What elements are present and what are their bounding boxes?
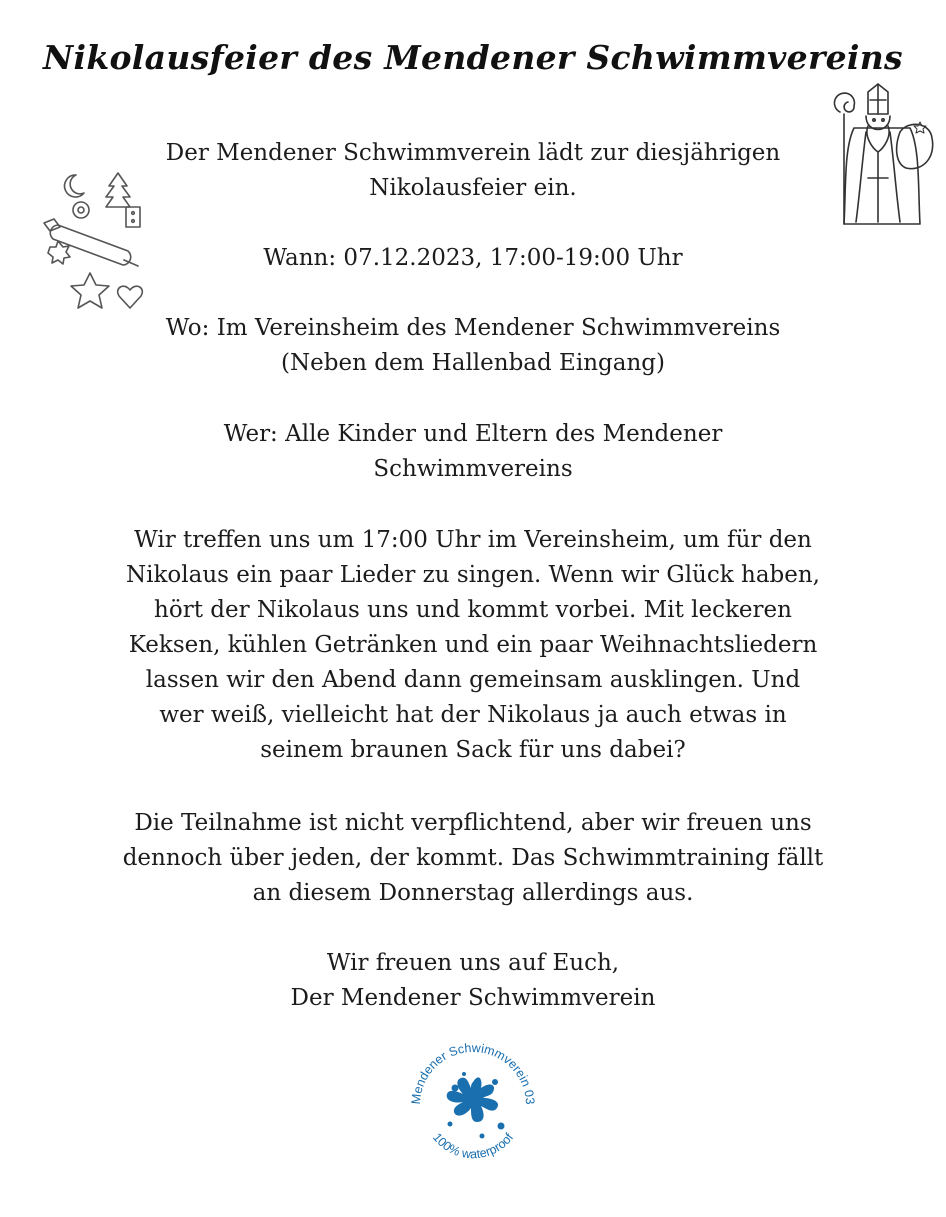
audience-paragraph: [100, 417, 846, 487]
notice-paragraph: [100, 806, 846, 911]
details-line: wer weiß, vielleicht hat der Nikolaus ja auch etwas in: [159, 702, 787, 728]
location-paragraph: [100, 311, 846, 381]
page-title: Nikolausfeier des Mendener Schwimmvereins: [43, 38, 903, 77]
details-line: hört der Nikolaus uns und kommt vorbei. Mit leckeren: [154, 597, 792, 623]
notice-line: dennoch über jeden, der kommt. Das Schwimmtraining fällt: [122, 845, 824, 871]
intro-paragraph: [100, 136, 846, 206]
details-line: Nikolaus ein paar Lieder zu singen. Wenn wir Glück haben,: [126, 562, 820, 588]
splash-icon: [447, 1072, 505, 1139]
where-line: Wo: Im Vereinsheim des Mendener Schwimmvereins: [165, 315, 781, 341]
notice-line: an diesem Donnerstag allerdings aus.: [252, 880, 694, 906]
who-line: Wer: Alle Kinder und Eltern des Mendener: [223, 421, 723, 447]
closing-paragraph: [100, 946, 846, 1016]
notice-line: Die Teilnahme ist nicht verpflichtend, aber wir freuen uns: [134, 810, 812, 836]
where-line: (Neben dem Hallenbad Eingang): [281, 350, 665, 376]
when-text: Wann: 07.12.2023, 17:00-19:00 Uhr: [263, 245, 683, 271]
details-line: Wir treffen uns um 17:00 Uhr im Vereinsheim, um für den: [134, 527, 812, 553]
intro-line: Nikolausfeier ein.: [369, 175, 577, 201]
details-line: seinem braunen Sack für uns dabei?: [260, 737, 686, 763]
club-logo: [398, 1030, 548, 1180]
who-line: Schwimmvereins: [373, 456, 573, 482]
logo-ring-text: Mendener Schwimmverein 03: [408, 1040, 538, 1105]
signature-line: Der Mendener Schwimmverein: [290, 985, 656, 1011]
closing-line: Wir freuen uns auf Euch,: [326, 950, 620, 976]
logo-tagline: 100% waterproof: [429, 1130, 517, 1162]
details-line: Keksen, kühlen Getränken und ein paar Weihnachtsliedern: [128, 632, 818, 658]
details-line: lassen wir den Abend dann gemeinsam ausklingen. Und: [145, 667, 801, 693]
intro-line: Der Mendener Schwimmverein lädt zur diesjährigen: [165, 140, 781, 166]
date-line: [100, 241, 846, 276]
details-paragraph: [100, 523, 846, 768]
